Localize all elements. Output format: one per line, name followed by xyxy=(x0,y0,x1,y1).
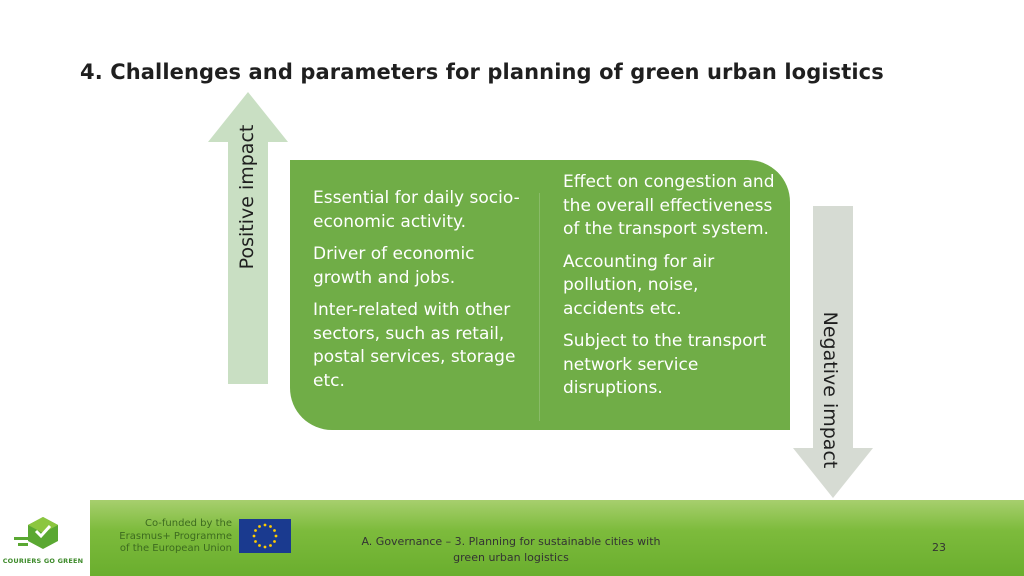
positive-point: Driver of economic growth and jobs. xyxy=(313,244,475,288)
negative-point: Accounting for air pollution, noise, accidents etc. xyxy=(563,251,715,319)
eu-flag-icon xyxy=(239,519,291,553)
cofunded-text: Co-funded by the Erasmus+ Programme of the European Union xyxy=(119,518,232,554)
negative-impact-label: Negative impact xyxy=(819,311,841,469)
positive-impact-label: Positive impact xyxy=(236,124,258,270)
column-divider xyxy=(539,193,540,421)
positive-point: Inter-related with other sectors, such as retail, postal services, storage etc. xyxy=(313,300,516,391)
slide-title: 4. Challenges and parameters for planning of green urban logistics xyxy=(80,60,884,84)
positive-point: Essential for daily socio-economic activity. xyxy=(313,188,520,232)
negative-points-column xyxy=(563,171,778,410)
couriers-go-green-logo-icon xyxy=(10,515,76,557)
footer-caption: A. Governance – 3. Planning for sustainable cities with green urban logistics xyxy=(361,535,661,564)
negative-point: Subject to the transport network service disruptions. xyxy=(563,331,767,398)
negative-point: Effect on congestion and the overall effectiveness of the transport system. xyxy=(563,172,775,239)
positive-points-column xyxy=(313,187,528,402)
logo-text: COURIERS GO GREEN xyxy=(2,557,84,565)
page-number: 23 xyxy=(932,541,946,554)
